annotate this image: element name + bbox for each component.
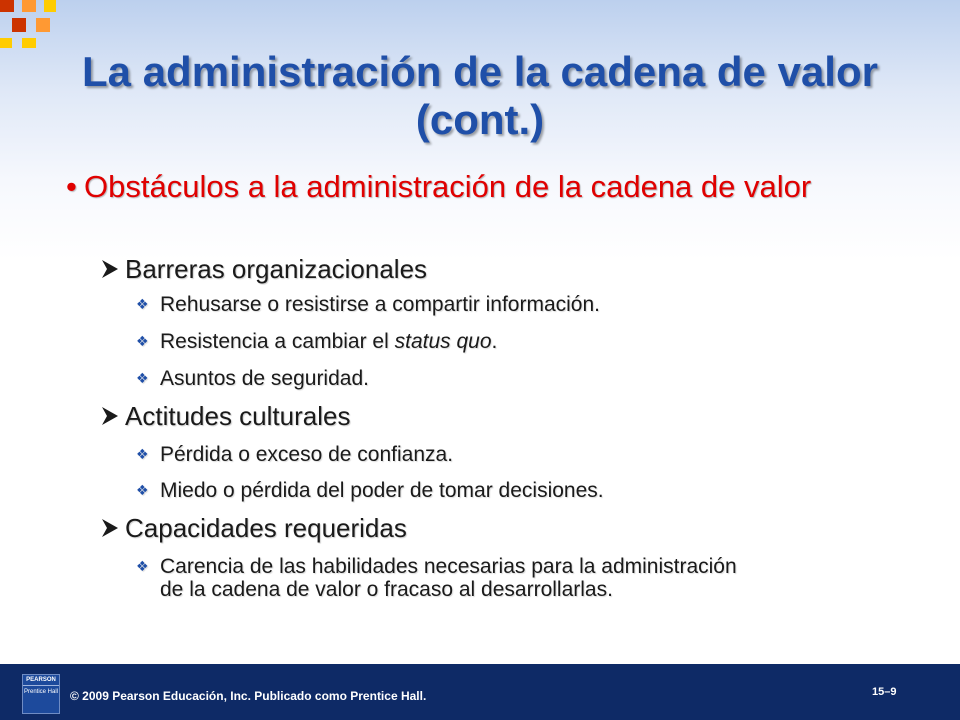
four-diamond-icon: ❖ <box>136 446 149 462</box>
decorative-square-orange <box>22 0 36 12</box>
list-item-text: Pérdida o exceso de confianza. <box>160 443 454 466</box>
section-heading <box>100 401 880 431</box>
arrowhead-right-icon <box>100 258 120 280</box>
section-heading-text: Actitudes culturales <box>125 401 351 431</box>
emphasized-text: status quo <box>394 330 492 353</box>
slide-title: La administración de la cadena de valor (cont.) <box>82 48 878 143</box>
bullet-dot-icon: • <box>66 169 77 204</box>
list-item <box>136 330 756 353</box>
section-heading <box>100 254 880 284</box>
section-heading-text: Barreras organizacionales <box>125 254 428 284</box>
list-item-text: Rehusarse o resistirse a compartir información. <box>160 293 600 316</box>
arrowhead-right-icon <box>100 405 120 427</box>
four-diamond-icon: ❖ <box>136 482 149 498</box>
four-diamond-icon: ❖ <box>136 333 149 349</box>
list-item-text: Miedo o pérdida del poder de tomar decisiones. <box>160 479 604 502</box>
four-diamond-icon: ❖ <box>136 296 149 312</box>
footer-bar <box>0 664 960 720</box>
decorative-square-orange <box>36 18 50 32</box>
copyright-text: © 2009 Pearson Educación, Inc. Publicado como Prentice Hall. <box>70 689 427 703</box>
decorative-square-red <box>0 0 14 12</box>
arrowhead-right-icon <box>100 517 120 539</box>
four-diamond-icon: ❖ <box>136 370 149 386</box>
decorative-square-yellow <box>0 38 12 48</box>
four-diamond-icon: ❖ <box>136 558 149 574</box>
list-item <box>136 479 756 502</box>
list-item <box>136 367 756 390</box>
main-point <box>66 170 896 204</box>
list-item <box>136 443 756 466</box>
section-heading <box>100 513 880 543</box>
list-item-text: Carencia de las habilidades necesarias para la administración de la cadena de valor o fracaso al desarrollarlas. <box>160 555 737 601</box>
list-item-text: Resistencia a cambiar el status quo. <box>160 330 498 353</box>
decorative-square-yellow <box>22 38 36 48</box>
page-number: 15–9 <box>872 686 897 698</box>
list-item <box>136 293 756 316</box>
main-point-text: Obstáculos a la administración de la cadena de valor <box>84 169 812 204</box>
list-item <box>136 555 756 601</box>
section-heading-text: Capacidades requeridas <box>125 513 407 543</box>
decorative-square-yellow <box>44 0 56 12</box>
pearson-logo: PEARSON Prentice Hall <box>22 674 60 714</box>
decorative-square-red <box>12 18 26 32</box>
list-item-text: Asuntos de seguridad. <box>160 367 369 390</box>
